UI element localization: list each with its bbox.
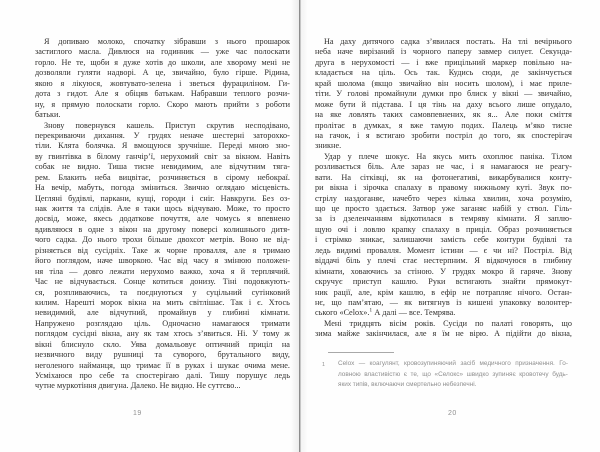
text-line: ловною властивістю є те, що «Селокс» швидко зупиняє кровотечу будь- xyxy=(338,370,568,378)
text-line: кімнати, ховаючись за стіною. У грудях мокро й гаряче. Знову xyxy=(315,266,572,276)
text-line: ня тіла — довго лежати нерухомо важко, хоча я й терплячий. xyxy=(35,266,290,276)
text-line: на яке ловлять таких самовпевнених, як я... Але поки сміття xyxy=(315,110,572,120)
text-line: розливається біль. Але зараз не час, і я намагаюся не реагу- xyxy=(315,162,572,172)
text-line: тіли. Клята болячка. Я вмощуюся зручніше. Переді мною зно- xyxy=(35,141,290,151)
text-line: Час не відчувається. Сонце котиться донизу. Тіні подовжують- xyxy=(35,277,290,287)
text-line: Усміхаюся про себе та спостерігаю далі. Тишу порушує ледь xyxy=(35,371,290,380)
text-line: ся, розпливаючись, та поєднуються у суцільний сутінковий xyxy=(35,287,290,297)
footnote xyxy=(322,352,568,391)
right-page-text xyxy=(315,37,572,340)
right-page xyxy=(300,0,600,452)
text-line: Цегляні будівлі, паркани, кущі, городи і сніг. Навкруги. Без оз- xyxy=(35,193,290,203)
text-line: ського «Celox».$^1$ А далі — все. Темрява. xyxy=(315,307,456,318)
text-line: кладається на ціль. Ось так. Кудись сюди, де закінчується xyxy=(315,68,572,78)
text-line: його поглядом, наче шворкою. Час від часу я змінюю положен- xyxy=(35,256,290,266)
text-line: ледь видимі провалля. Момент істини — є чи ні? Постріл. Від xyxy=(315,245,572,255)
text-line: ник рації, але, крім кашлю, в ефір не потрапляє нічого. Остан- xyxy=(315,287,572,297)
text-line: за із дзеленчанням відкотилася в темряву кімнати. Я заплю- xyxy=(315,214,572,224)
footnote-marker: 1 xyxy=(322,362,325,368)
text-line: килим. Нарешті морок вікна на мить світлішає. Так і є. Хтось xyxy=(35,297,290,307)
text-line: пролітає в думках, я вже тамую подих. Палець м’яко тисне xyxy=(315,120,572,130)
text-line: неба наче вирізаний із чорного паперу завмер силует. Секунда- xyxy=(315,47,572,57)
text-line: на гачок, і я встигаю зробити постріл до того, як спостерігач xyxy=(315,130,572,140)
text-line: вдивляюся в одне з вікон на другому поверсі колишнього дитя- xyxy=(35,224,290,234)
text-line: віддачі біль у плечі стає нестерпним. Я відкочуюся в глибину xyxy=(315,256,572,266)
text-line: поглядом сусідні вікна, ану як там хтось з’явиться. Ні. У тому ж xyxy=(35,329,290,339)
left-page-text xyxy=(35,37,290,392)
text-line: зникне. xyxy=(315,141,342,151)
text-line: чого садка. До нього трохи більше двохсот метрів. Воно не від- xyxy=(35,235,290,245)
text-line: Напружено розглядаю ціль. Одночасно намагаюся тримати xyxy=(35,318,290,328)
text-line: край шолома (якщо звичайно він носить шолом), і має приле- xyxy=(315,78,572,88)
text-line: незвичного виду рушниці та суворого, брутального виду, xyxy=(35,350,290,360)
text-line: чутне муркотіння двигуна. Далеко. Не видно. Не суттєво... xyxy=(35,381,241,391)
text-line: собак не видно. Тиша тисне невидимим, але відчутним тяга- xyxy=(35,162,290,172)
text-line: може бути й підстава. І ця тінь на даху всього лише опудало, xyxy=(315,99,572,109)
text-line: застиглого масла. Дивлюся на годинник — уже час полоскати xyxy=(35,47,290,57)
text-line: вікні блиснуло скло. Уява домальовує оптичний приціл на xyxy=(35,339,290,349)
text-line: стрілу наздоганяє, начебто через кілька хвилин, хоча розумію, xyxy=(315,193,572,203)
right-page-number: 20 xyxy=(448,410,457,417)
text-line: і стрімко зникає, залишаючи замість себе контури будівлі та xyxy=(315,235,572,245)
text-line: різняється від сусідніх. Таке ж чорне провалля, але я тримаю xyxy=(35,245,290,255)
text-line: нак життя та слідів. Але я таки щось відчуваю. Може, то просто xyxy=(35,204,290,213)
text-line: щую очі і ловлю крапку спалаху в приціл. Образ розчиняється xyxy=(315,224,572,234)
text-line: тіти. У голові промайнули думки про блиск у вікні — звичайно, xyxy=(315,89,572,99)
text-line: Мені тридцять вісім років. Сусіди по палаті говорять, що xyxy=(324,318,572,328)
text-line: батьки. xyxy=(35,110,61,120)
text-line: нє, що пам’ятаю, — як витягнув із кишені упаковку волонтер- xyxy=(315,297,572,307)
page-spine-divider xyxy=(299,0,301,452)
text-line: ну, я прямую полоскати горло. Скоро мають прийти з роботи xyxy=(35,99,290,109)
text-line: Я допиваю молоко, спочатку зібравши з нього прошарок xyxy=(44,37,290,46)
text-line: досвід, може, якесь додаткове почуття, але чомусь я впевнено xyxy=(35,214,290,224)
text-line: Удар у плече шокує. На якусь мить охоплює паніка. Тілом xyxy=(324,151,572,161)
text-line: Знову повернувся кашель. Приступ скрутив несподівано, xyxy=(44,120,290,130)
text-line: перекриваючи дихання. У грудях неначе шестерні заторохко- xyxy=(35,130,290,140)
text-line: скручує приступ кашлю. Руки встигають знайти прямокут- xyxy=(315,277,572,287)
text-line: Celox — коагулянт, кровозупиняючий засіб медичного призначення. Го- xyxy=(338,360,568,367)
footnote-separator xyxy=(328,352,394,353)
text-line: На вечір, мабуть, погода зміниться. Звично оглядаю місцевість. xyxy=(35,183,290,193)
text-line: дота з гидот. Але я обіцяв батькам. Набравши теплого розчи- xyxy=(35,89,290,99)
text-line: невидимий, але відчутний, промайнув у глибині кімнати. xyxy=(35,308,290,318)
text-line: рем. Блакить неба вицвітає, розчиняється в сірому небокраї. xyxy=(35,172,290,182)
footnote-text xyxy=(338,359,568,391)
text-line: горло. Не те, щоби я дуже хотів до школи, але хворому мені не xyxy=(35,57,290,67)
text-line: дозволяли гуляти надворі. А це, звичайно, було гірше. Рідина, xyxy=(35,68,290,78)
text-line: якою я лікуюся, жовтувато-зелена і зветься фурациліном. Ги- xyxy=(35,78,290,88)
text-line: що це просто здається. Затвор уже заганяє набій у ствол. Гіль- xyxy=(315,204,572,213)
text-line: друга в нерухомості — і вже прицільний маркер повільно на- xyxy=(315,57,572,67)
text-line: ву гвинтівка в білому ганчір’ї, нерухомий світ за вікном. Навіть xyxy=(35,151,290,161)
text-line: зима майже закінчилася, але я їм не вірю. А підійти до вікна, xyxy=(315,329,572,339)
text-line: ри вікна і зірочка спалаху в правому нижньому куті. Звук по- xyxy=(315,183,572,193)
text-line: неголеного найманця, що тримає її в руках і шукає очима мене. xyxy=(35,360,290,370)
footnote-reference-superscript: 1 xyxy=(369,307,373,314)
text-line: вати. На сітківці, як на фотонегативі, викарбувалися конту- xyxy=(315,172,572,182)
text-line: яких типів, включаючи смертельно небезпечні. xyxy=(338,381,477,389)
left-page-number: 19 xyxy=(133,410,142,417)
text-line: На даху дитячого садка з’явилася постать. На тлі вечірнього xyxy=(324,37,572,46)
